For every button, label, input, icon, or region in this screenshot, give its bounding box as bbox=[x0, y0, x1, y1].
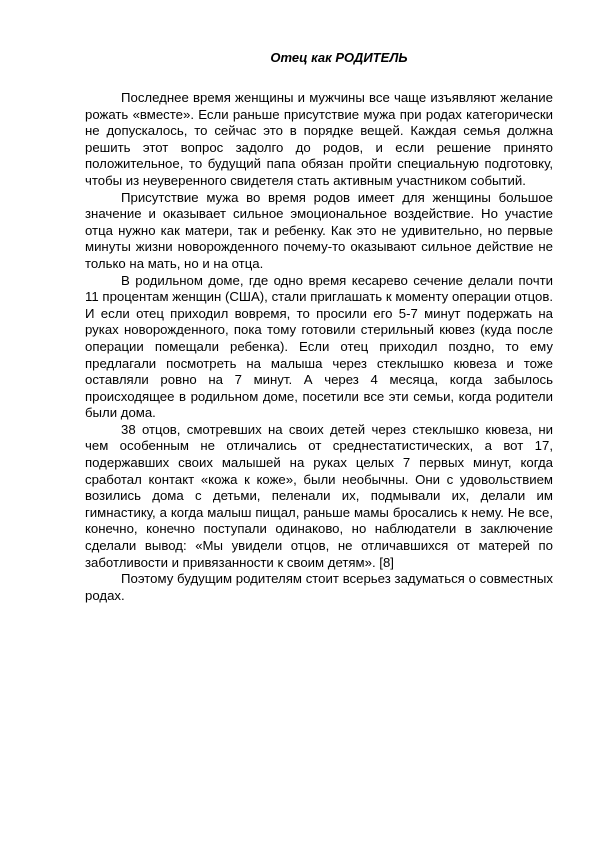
paragraph-3: В родильном доме, где одно время кесарево сечение делали почти 11 процентам женщин (США), стали приглашать к моменту операции отцов. И если отец приходил вовремя, то просили его 5-7 минут подержать на руках новорожденного, пока тому готовили стерильный кювез (куда после операции помещали ребенка). Если отец приходил поздно, то ему предлагали посмотреть на малыша через стеклышко кювеза и тоже оставляли ровно на 7 минут. А через 4 месяца, когда забылось происходящее в родильном доме, посетили все эти семьи, когда родители были дома. bbox=[85, 272, 553, 421]
paragraph-4: 38 отцов, смотревших на своих детей через стеклышко кювеза, ни чем особенным не отличались от среднестатистических, а вот 17, подержавших своих малышей на руках целых 7 первых минут, когда сработал контакт «кожа к коже», были необычны. Они с удовольствием возились дома с детьми, пеленали их, подмывали их, делали им гимнастику, а когда малыш пищал, раньше мамы бросались к нему. Не все, конечно, конечно поступали одинаково, но наблюдатели в заключение сделали вывод: «Мы увидели отцов, не отличавшихся от матерей по заботливости и привязанности к своим детям». [8] bbox=[85, 421, 553, 570]
document-title: Отец как РОДИТЕЛЬ bbox=[270, 50, 408, 65]
paragraph-1: Последнее время женщины и мужчины все чаще изъявляют желание рожать «вместе». Если раньше присутствие мужа при родах категорически не допускалось, то сейчас это в порядке вещей. Каждая семья должна решить этот вопрос задолго до родов, и если решение принято положительное, то будущий папа обязан пройти специальную подготовку, чтобы из неуверенного свидетеля стать активным участником событий. bbox=[85, 90, 553, 188]
document-body bbox=[85, 50, 553, 604]
paragraph-2: Присутствие мужа во время родов имеет для женщины большое значение и оказывает сильное эмоциональное воздействие. Но участие отца нужно как матери, так и ребенку. Как это не удивительно, но первые минуты жизни новорожденного почему-то оказывают сильное действие не только на мать, но и на отца. bbox=[85, 189, 553, 271]
paragraph-5: Поэтому будущим родителям стоит всерьез задуматься о совместных родах. bbox=[85, 571, 553, 603]
